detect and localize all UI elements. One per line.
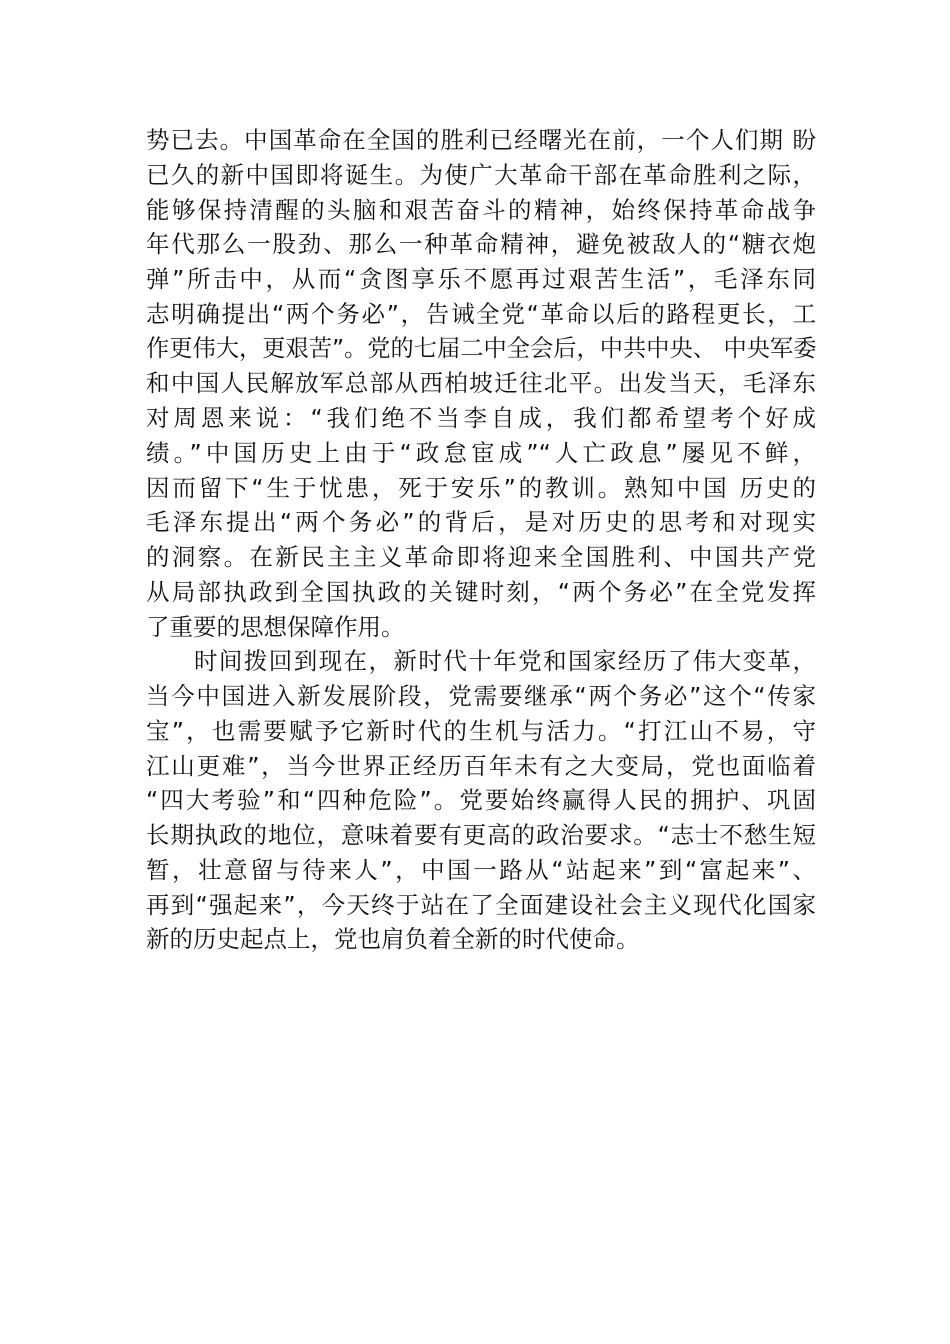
text-line: 志明确提出“两个务必”，告诫全党“革命以后的路程更长，工 xyxy=(146,299,816,328)
text-line: 因而留下“生于忧患，死于安乐”的教训。熟知中国 历史的 xyxy=(146,473,816,502)
body-text xyxy=(146,123,816,957)
text-line: 江山更难”，当今世界正经历百年未有之大变局，党也面临着 xyxy=(146,751,816,780)
text-line: 势已去。中国革命在全国的胜利已经曙光在前，一个人们期 盼 xyxy=(146,126,816,154)
text-line: 当今中国进入新发展阶段，党需要继承“两个务必”这个“传家 xyxy=(146,682,816,710)
text-line: 了重要的思想保障作用。 xyxy=(146,612,405,641)
text-line: 再到“强起来”，今天终于站在了全面建设社会主义现代化国家 xyxy=(146,890,816,919)
text-line: 年代那么一股劲、那么一种革命精神，避免被敌人的“糖衣炮 xyxy=(146,230,816,259)
text-line: 长期执政的地位，意味着要有更高的政治要求。“志士不愁生短 xyxy=(146,821,816,849)
text-line: 已久的新中国即将诞生。为使广大革命干部在革命胜利之际， xyxy=(146,160,816,189)
paragraph-2 xyxy=(146,644,816,957)
text-line: 暂，壮意留与待来人”，中国一路从“站起来”到“富起来”、 xyxy=(146,855,816,884)
text-line: 宝”，也需要赋予它新时代的生机与活力。“打江山不易，守 xyxy=(146,716,816,745)
text-line: 和中国人民解放军总部从西柏坡迁往北平。出发当天，毛泽东 xyxy=(146,369,816,398)
text-line: 绩。”中国历史上由于“政怠宦成”“人亡政息”屡见不鲜， xyxy=(146,438,816,467)
text-line: 对周恩来说：“我们绝不当李自成，我们都希望考个好成 xyxy=(146,404,816,432)
text-line: 能够保持清醒的头脑和艰苦奋斗的精神，始终保持革命战争 xyxy=(146,195,816,224)
text-line: 的洞察。在新民主主义革命即将迎来全国胜利、中国共产党 xyxy=(146,543,816,571)
text-line: 时间拨回到现在，新时代十年党和国家经历了伟大变革， xyxy=(194,647,816,676)
text-line: 新的历史起点上，党也肩负着全新的时代使命。 xyxy=(146,925,640,954)
paragraph-1 xyxy=(146,123,816,644)
text-line: “四大考验”和“四种危险”。党要始终赢得人民的拥护、巩固 xyxy=(146,786,816,815)
text-line: 弹”所击中，从而“贪图享乐不愿再过艰苦生活”，毛泽东同 xyxy=(146,265,816,293)
text-line: 作更伟大，更艰苦”。党的七届二中全会后，中共中央、 中央军委 xyxy=(146,334,817,362)
text-line: 毛泽东提出“两个务必”的背后，是对历史的思考和对现实 xyxy=(146,508,816,537)
text-line: 从局部执政到全国执政的关键时刻，“两个务必”在全党发挥 xyxy=(146,577,816,606)
